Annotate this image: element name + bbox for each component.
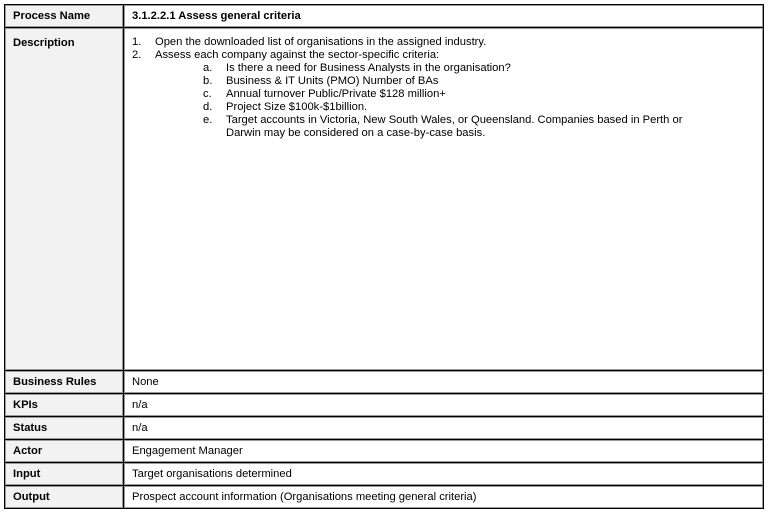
description-row [5,28,764,371]
input-row [5,463,764,486]
step-item [132,36,763,49]
criteria-text: Is there a need for Business Analysts in the organisation? [226,62,511,74]
criteria-item [203,101,763,114]
output-row [5,486,764,509]
input-value: Target organisations determined [124,463,764,486]
actor-value: Engagement Manager [124,440,764,463]
step-item [132,49,763,62]
business-rules-label: Business Rules [5,371,124,394]
criteria-item [203,62,763,75]
process-name-row [5,5,764,28]
criteria-text: Annual turnover Public/Private $128 million+ [226,88,446,100]
output-value: Prospect account information (Organisations meeting general criteria) [124,486,764,509]
criteria-letter: b. [203,75,213,87]
actor-row [5,440,764,463]
process-name-label: Process Name [5,5,124,28]
business-rules-row [5,371,764,394]
step-text: Open the downloaded list of organisations in the assigned industry. [155,36,487,48]
criteria-item [203,88,763,101]
description-value [124,28,764,371]
criteria-text: Business & IT Units (PMO) Number of BAs [226,75,439,87]
criteria-letter: c. [203,88,212,100]
criteria-item [203,114,763,140]
criteria-list [132,62,763,140]
criteria-letter: a. [203,62,213,74]
process-name-value: 3.1.2.2.1 Assess general criteria [124,5,764,28]
kpis-value: n/a [124,394,764,417]
output-label: Output [5,486,124,509]
process-table [4,4,764,509]
status-label: Status [5,417,124,440]
criteria-letter: d. [203,101,213,113]
kpis-label: KPIs [5,394,124,417]
description-steps [132,36,763,62]
criteria-item [203,75,763,88]
input-label: Input [5,463,124,486]
step-number: 1. [132,36,142,48]
business-rules-value: None [124,371,764,394]
status-value: n/a [124,417,764,440]
criteria-text: Project Size $100k-$1billion. [226,101,368,113]
criteria-text: Target accounts in Victoria, New South Wales, or Queensland. Companies based in Perth or Darwin may be considered on a case-by-case basis. [226,114,683,139]
step-number: 2. [132,49,142,61]
actor-label: Actor [5,440,124,463]
status-row [5,417,764,440]
criteria-letter: e. [203,114,213,126]
description-label: Description [5,28,124,371]
kpis-row [5,394,764,417]
step-text: Assess each company against the sector-specific criteria: [155,49,440,61]
